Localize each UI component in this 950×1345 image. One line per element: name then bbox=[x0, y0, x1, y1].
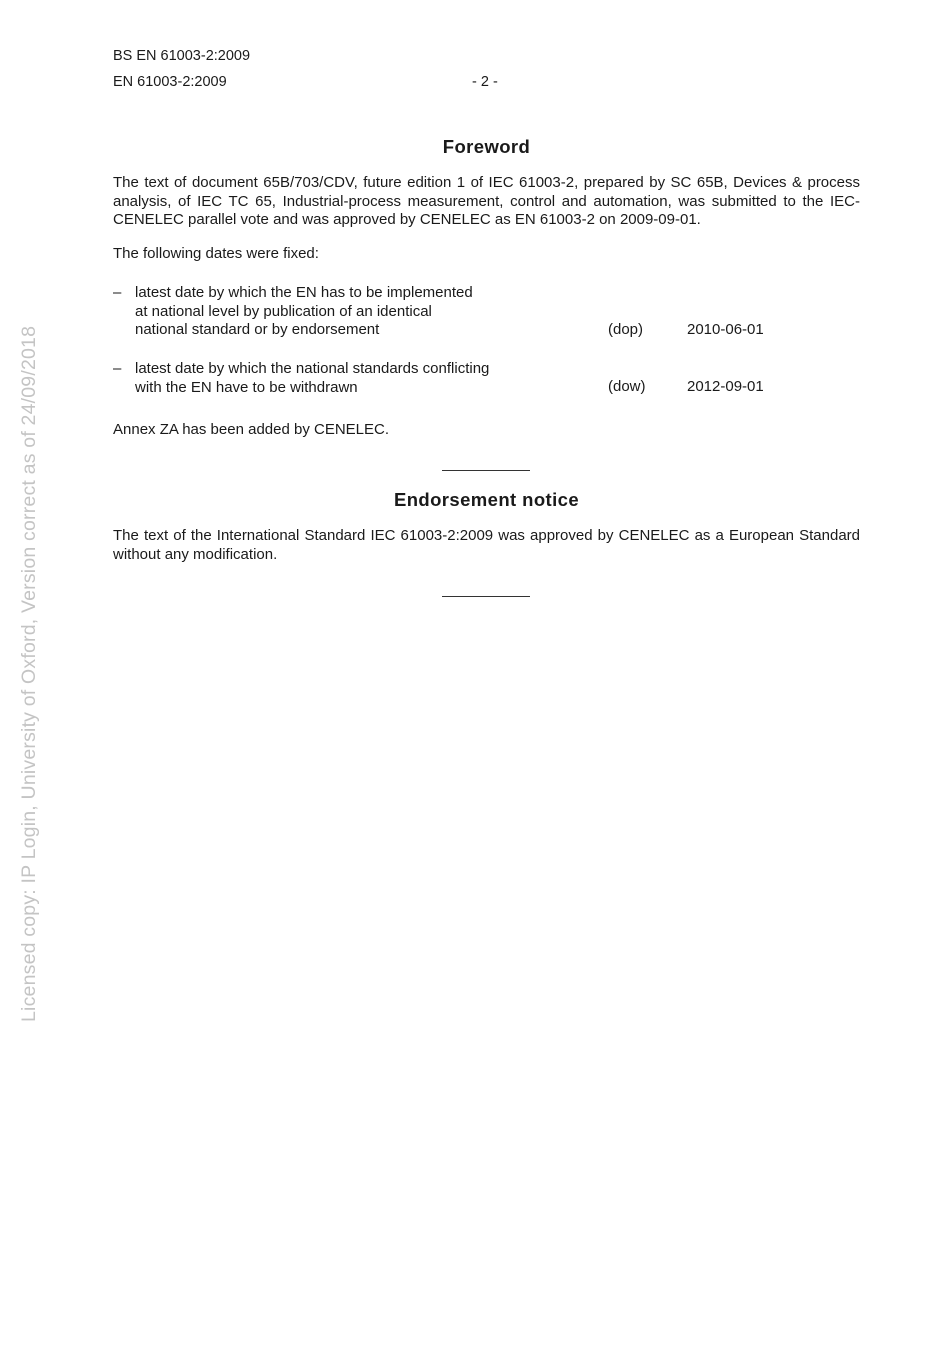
date-item-line: with the EN have to be withdrawn bbox=[135, 378, 358, 396]
foreword-section bbox=[113, 136, 860, 158]
header-standard-id-bs: BS EN 61003-2:2009 bbox=[113, 48, 251, 64]
license-watermark: Licensed copy: IP Login, University of Oxford, Version correct as of 24/09/2018 bbox=[18, 325, 40, 1022]
date-code: (dow) bbox=[608, 378, 646, 395]
end-divider bbox=[442, 596, 530, 597]
header-standard-id-en: EN 61003-2:2009 bbox=[113, 74, 227, 90]
endorsement-section bbox=[113, 489, 860, 511]
date-item-text bbox=[135, 360, 605, 397]
endorsement-title: Endorsement notice bbox=[393, 489, 580, 510]
date-value: 2012-09-01 bbox=[687, 378, 764, 395]
section-divider bbox=[442, 470, 530, 471]
date-item-line: at national level by publication of an identical bbox=[135, 302, 432, 320]
dates-intro: The following dates were fixed: bbox=[113, 245, 319, 262]
date-code: (dop) bbox=[608, 321, 644, 338]
annex-note: Annex ZA has been added by CENELEC. bbox=[113, 421, 390, 438]
page-number: - 2 - bbox=[472, 74, 498, 90]
foreword-paragraph: The text of document 65B/703/CDV, future edition 1 of IEC 61003-2, prepared by SC 65B, Devices & process analysis, of IEC TC 65, Industrial-process measurement, control and automation, was submitted to the IEC-CENELEC parallel vote and was approved by CENELEC as EN 61003-2 on 2009-09-01. bbox=[113, 174, 860, 228]
date-item-text bbox=[135, 284, 605, 340]
list-dash: – bbox=[113, 360, 122, 377]
date-item-line: national standard or by endorsement bbox=[135, 321, 380, 338]
list-dash: – bbox=[113, 284, 122, 301]
endorsement-paragraph: The text of the International Standard IEC 61003-2:2009 was approved by CENELEC as a European Standard without any modification. bbox=[113, 527, 860, 563]
foreword-title: Foreword bbox=[442, 136, 531, 157]
date-item-line: latest date by which the EN has to be implemented bbox=[135, 284, 473, 301]
date-item-line: latest date by which the national standards conflicting bbox=[135, 360, 490, 377]
date-value: 2010-06-01 bbox=[687, 321, 764, 338]
